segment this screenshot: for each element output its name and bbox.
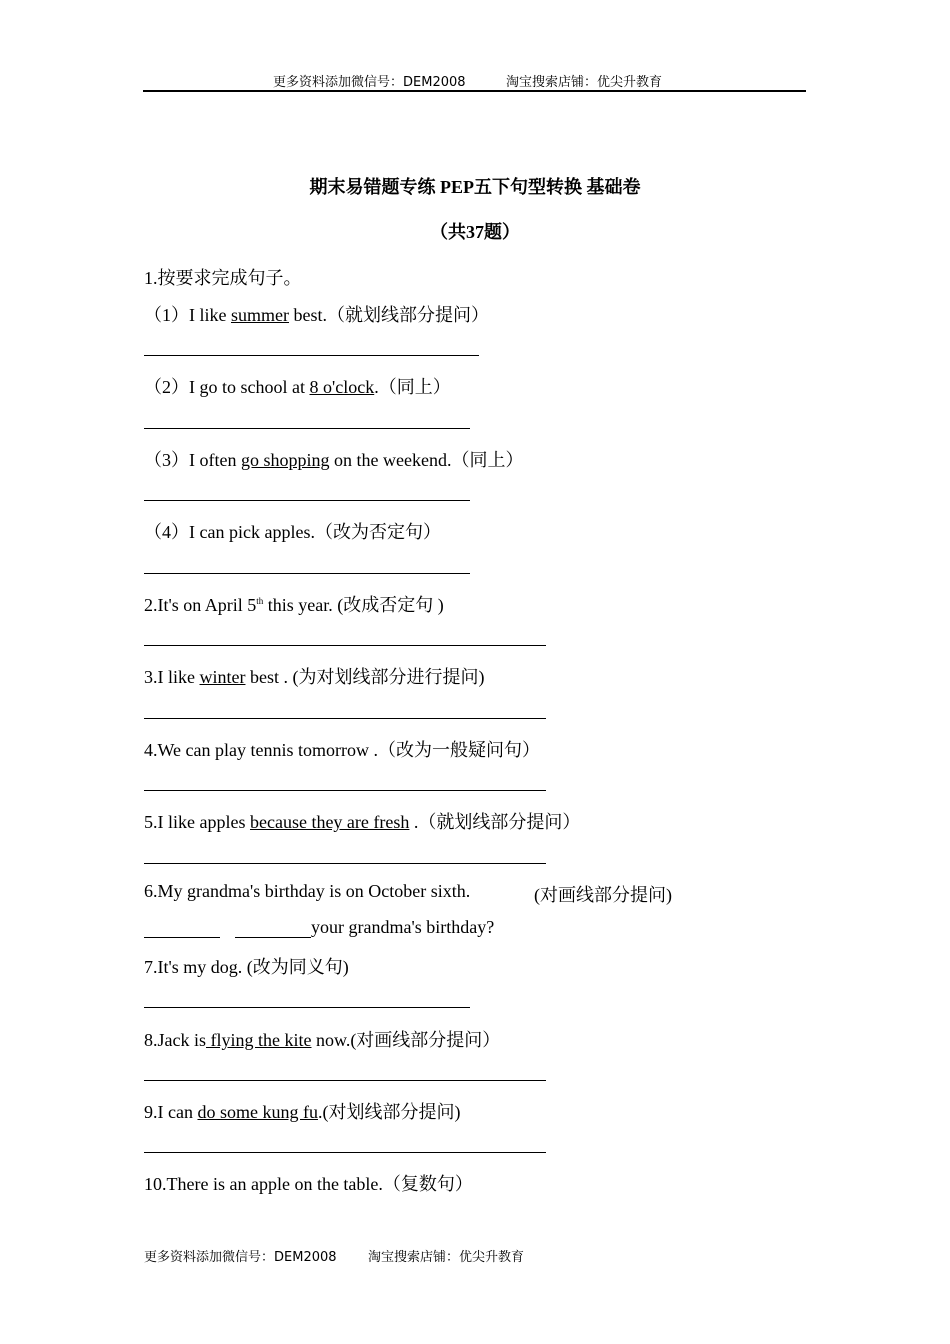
answer-blank[interactable] (144, 718, 546, 719)
answer-blank[interactable] (144, 355, 479, 356)
q6-question: 6.My grandma's birthday is on October sixth. (144, 881, 471, 901)
answer-blank[interactable] (144, 1080, 546, 1081)
header-wechat: 更多资料添加微信号：DEM2008 (273, 75, 466, 90)
worksheet-title: 期末易错题专练 PEP五下句型转换 基础卷 (309, 177, 641, 197)
q7-question: 7.It's my dog. (改为同义句) (144, 957, 349, 977)
footer-shop: 淘宝搜索店铺：优尖升教育 (368, 1250, 525, 1265)
header-shop: 淘宝搜索店铺：优尖升教育 (506, 75, 663, 90)
header-divider (143, 90, 806, 92)
answer-blank[interactable] (144, 1152, 546, 1153)
answer-blank[interactable] (144, 937, 220, 938)
q1-sub1: （1）I like summer best.（就划线部分提问） (144, 305, 489, 325)
answer-blank[interactable] (144, 573, 470, 574)
footer-wechat: 更多资料添加微信号：DEM2008 (144, 1250, 337, 1265)
q6-answer-text: your grandma's birthday? (311, 917, 495, 937)
answer-blank[interactable] (144, 500, 470, 501)
answer-blank[interactable] (144, 863, 546, 864)
q1-sub4: （4）I can pick apples.（改为否定句） (144, 522, 441, 542)
q3-question: 3.I like winter best . (为对划线部分进行提问) (144, 667, 485, 687)
q4-question: 4.We can play tennis tomorrow .（改为一般疑问句） (144, 740, 540, 760)
q5-question: 5.I like apples because they are fresh .（就划线部分提问） (144, 812, 581, 832)
q2-question: 2.It's on April 5th this year. (改成否定句 ) (144, 595, 444, 615)
answer-blank[interactable] (235, 937, 311, 938)
q1-sub3: （3）I often go shopping on the weekend.（同上） (144, 450, 524, 470)
q8-question: 8.Jack is flying the kite now.(对画线部分提问） (144, 1030, 501, 1050)
q9-question: 9.I can do some kung fu.(对划线部分提问) (144, 1102, 461, 1122)
q1-prompt: 1.按要求完成句子。 (144, 268, 302, 288)
answer-blank[interactable] (144, 428, 470, 429)
answer-blank[interactable] (144, 645, 546, 646)
q6-hint: (对画线部分提问) (534, 885, 672, 905)
q1-sub2: （2）I go to school at 8 o'clock.（同上） (144, 377, 451, 397)
answer-blank[interactable] (144, 790, 546, 791)
question-count: （共37题） (430, 222, 520, 242)
answer-blank[interactable] (144, 1007, 470, 1008)
q10-question: 10.There is an apple on the table.（复数句） (144, 1174, 473, 1194)
